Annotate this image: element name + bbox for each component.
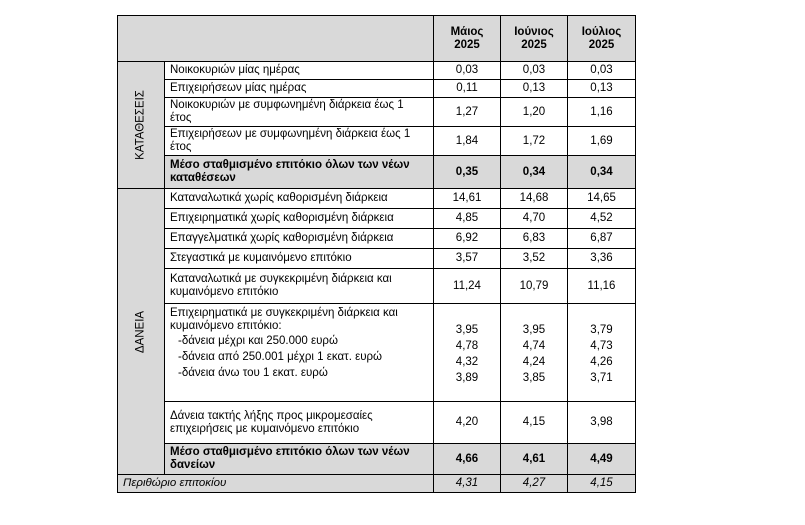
value-cell: 3,95: [455, 324, 479, 336]
table-row: [118, 127, 636, 156]
value-cell: 4,15: [501, 402, 568, 444]
value-cell: 0,11: [434, 80, 501, 98]
table-row: [118, 80, 636, 98]
row-label: Περιθώριο επιτοκίου: [118, 475, 434, 493]
value-cell: 4,26: [590, 356, 613, 368]
value-cell: 4,24: [522, 356, 546, 368]
value-cell: 4,73: [590, 340, 613, 352]
value-cell: 4,66: [434, 444, 501, 475]
interest-rates-table: [117, 15, 636, 493]
year-label: 2025: [454, 38, 480, 51]
value-cell: 4,20: [434, 402, 501, 444]
value-cell: 3,79: [590, 324, 613, 336]
month-label: Μάιος: [450, 25, 484, 38]
table-row: [118, 269, 636, 304]
subrow-label: -δάνεια μέχρι και 250.000 ευρώ: [178, 335, 338, 347]
table-row: [118, 62, 636, 80]
value-cell: 4,15: [568, 475, 636, 493]
row-label: Επιχειρήσεων με συμφωνημένη διάρκεια έως 1 έτος: [165, 127, 434, 156]
value-cell: 3,57: [434, 249, 501, 269]
business-fixed-values-3: [568, 304, 636, 402]
header-month-2: [501, 16, 568, 62]
row-label: Επαγγελματικά χωρίς καθορισμένη διάρκεια: [165, 229, 434, 249]
value-cell: 0,03: [434, 62, 501, 80]
value-cell: 14,61: [434, 189, 501, 209]
value-cell: 11,16: [568, 269, 636, 304]
value-cell: 4,32: [455, 356, 479, 368]
row-label: Επιχειρηματικά χωρίς καθορισμένη διάρκεια: [165, 209, 434, 229]
value-cell: 1,27: [434, 98, 501, 127]
table-row: [118, 98, 636, 127]
value-cell: 6,87: [568, 229, 636, 249]
value-cell: 3,89: [455, 372, 479, 384]
value-cell: 3,85: [522, 372, 546, 384]
row-label: Μέσο σταθμισμένο επιτόκιο όλων των νέων δανείων: [165, 444, 434, 475]
header-month-3: [568, 16, 636, 62]
row-label: Νοικοκυριών με συμφωνημένη διάρκεια έως 1 έτος: [165, 98, 434, 127]
row-label: Νοικοκυριών μίας ημέρας: [165, 62, 434, 80]
value-cell: 11,24: [434, 269, 501, 304]
margin-row: [118, 475, 636, 493]
value-cell: 3,95: [522, 324, 546, 336]
header-blank-cell: [118, 16, 434, 62]
value-cell: 3,71: [590, 372, 613, 384]
value-cell: 14,65: [568, 189, 636, 209]
subrow-label: -δάνεια άνω του 1 εκατ. ευρώ: [178, 367, 328, 379]
subrow-label: -δάνεια από 250.001 μέχρι 1 εκατ. ευρώ: [178, 351, 383, 363]
value-cell: 4,27: [501, 475, 568, 493]
value-cell: 1,84: [434, 127, 501, 156]
row-label: Επιχειρηματικά με συγκεκριμένη διάρκεια και κυμαινόμενο επιτόκιο:: [170, 307, 398, 332]
header-month-1: [434, 16, 501, 62]
table-row: [118, 209, 636, 229]
business-fixed-row: [118, 304, 636, 402]
loans-total-row: [118, 444, 636, 475]
table-row: [118, 229, 636, 249]
value-cell: 14,68: [501, 189, 568, 209]
month-label: Ιούνιος: [514, 25, 554, 38]
value-cell: 0,03: [501, 62, 568, 80]
value-cell: 1,69: [568, 127, 636, 156]
header-row: [118, 16, 636, 62]
business-fixed-values-2: [501, 304, 568, 402]
value-cell: 0,13: [568, 80, 636, 98]
row-label: Καταναλωτικά με συγκεκριμένη διάρκεια και κυμαινόμενο επιτόκιο: [165, 269, 434, 304]
year-label: 2025: [588, 38, 615, 51]
value-cell: 4,78: [455, 340, 479, 352]
row-label: Καταναλωτικά χωρίς καθορισμένη διάρκεια: [165, 189, 434, 209]
value-cell: 0,34: [501, 156, 568, 189]
value-cell: 3,98: [568, 402, 636, 444]
value-cell: 6,83: [501, 229, 568, 249]
value-cell: 1,16: [568, 98, 636, 127]
value-cell: 1,20: [501, 98, 568, 127]
value-cell: 4,61: [501, 444, 568, 475]
month-label: Ιούλιος: [581, 25, 622, 38]
value-cell: 4,74: [522, 340, 546, 352]
row-label: Στεγαστικά με κυμαινόμενο επιτόκιο: [165, 249, 434, 269]
table-row: [118, 189, 636, 209]
value-cell: 10,79: [501, 269, 568, 304]
row-label: Επιχειρήσεων μίας ημέρας: [165, 80, 434, 98]
value-cell: 0,34: [568, 156, 636, 189]
deposits-total-row: [118, 156, 636, 189]
value-cell: 4,70: [501, 209, 568, 229]
row-label: Δάνεια τακτής λήξης προς μικρομεσαίες επιχειρήσεις με κυμαινόμενο επιτόκιο: [165, 402, 434, 444]
deposits-section-label: ΚΑΤΑΘΕΣΕΙΣ: [118, 62, 165, 189]
value-cell: 4,31: [434, 475, 501, 493]
year-label: 2025: [521, 38, 547, 51]
value-cell: 4,52: [568, 209, 636, 229]
table-row: [118, 402, 636, 444]
value-cell: 6,92: [434, 229, 501, 249]
row-label: Μέσο σταθμισμένο επιτόκιο όλων των νέων καταθέσεων: [165, 156, 434, 189]
value-cell: 3,36: [568, 249, 636, 269]
value-cell: 4,85: [434, 209, 501, 229]
business-fixed-values-1: [434, 304, 501, 402]
loans-section-label: ΔΑΝΕΙΑ: [118, 189, 165, 475]
value-cell: 0,35: [434, 156, 501, 189]
value-cell: 3,52: [501, 249, 568, 269]
value-cell: 4,49: [568, 444, 636, 475]
value-cell: 0,13: [501, 80, 568, 98]
value-cell: 1,72: [501, 127, 568, 156]
value-cell: 0,03: [568, 62, 636, 80]
table-row: [118, 249, 636, 269]
business-fixed-labels: [165, 304, 434, 402]
